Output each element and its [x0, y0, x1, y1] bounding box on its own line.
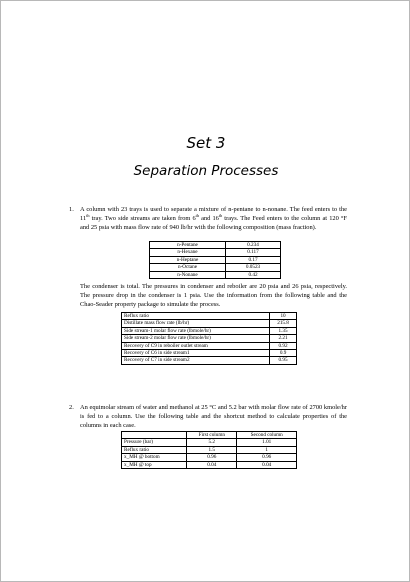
spec-value-cell: 2.21 — [270, 335, 297, 342]
spec-label-cell: Recovery of C9 in reboiler outlet stream — [122, 342, 270, 349]
question-2-text: An equimolar stream of water and methanol at 25 °C and 5.2 bar with molar flow rate of 2700 kmole/hr is fed to a column. Use the following table and the shortcut method to calculate properties of the columns in each case. — [80, 404, 347, 429]
property-label-cell: Pressure (bar) — [122, 439, 187, 446]
table-row — [122, 461, 297, 468]
spec-label-cell: Side stream-1 molar flow rate (lbmole/hr) — [122, 327, 270, 334]
property-value-cell: 0.04 — [237, 461, 297, 468]
property-value-cell: 0.96 — [237, 454, 297, 461]
table-header-row — [122, 432, 297, 439]
table-row — [150, 242, 281, 249]
component-cell: n-Nonane — [150, 271, 226, 278]
question-1-conditions: The condenser is total. The pressures in condenser and reboiler are 20 psia and 26 psia, respectively. The pressure drop in the condenser is 1 psia. Use the information from the following table and the Chao-Seader property package to simulate the process. — [80, 283, 347, 308]
ordinal-superscript: th — [86, 212, 90, 218]
ordinal-superscript: th — [195, 212, 200, 218]
property-label-cell: x_MH @ bottom — [122, 454, 187, 461]
mass-fraction-cell: 0.234 — [225, 242, 280, 249]
table-row — [122, 342, 297, 349]
spec-value-cell: 0.9 — [270, 350, 297, 357]
table-row — [122, 446, 297, 453]
table-row — [122, 327, 297, 334]
spec-label-cell: Side stream-2 molar flow rate (lbmole/hr) — [122, 335, 270, 342]
spec-value-cell: 1.35 — [270, 327, 297, 334]
spec-label-cell: Recovery of C7 in side stream2 — [122, 357, 270, 364]
property-value-cell: 1.5 — [187, 446, 237, 453]
mass-fraction-cell: 0.42 — [225, 271, 280, 278]
column-properties-table — [121, 431, 297, 469]
component-cell: n-Pentane — [150, 242, 226, 249]
component-cell: n-Heptane — [150, 256, 226, 263]
table-row — [122, 357, 297, 364]
specification-table — [121, 312, 297, 365]
property-value-cell: 0.96 — [187, 454, 237, 461]
page-subtitle: Separation Processes — [133, 163, 279, 179]
component-cell: n-Hexane — [150, 249, 226, 256]
spec-value-cell: 0.92 — [270, 342, 297, 349]
mass-fraction-cell: 0.0523 — [225, 264, 280, 271]
table-row — [122, 454, 297, 461]
table-row — [150, 271, 281, 278]
mass-fraction-cell: 0.117 — [225, 249, 280, 256]
property-value-cell: 0.04 — [187, 461, 237, 468]
table-row — [122, 439, 297, 446]
property-value-cell: 5.2 — [187, 439, 237, 446]
spec-value-cell: 10 — [270, 313, 297, 320]
ordinal-superscript: th — [218, 212, 223, 218]
property-value-cell: 1.01 — [237, 439, 297, 446]
property-label-cell: x_MH @ top — [122, 461, 187, 468]
spec-value-cell: 215.8 — [270, 320, 297, 327]
spec-label-cell: Recovery of C6 in side stream1 — [122, 350, 270, 357]
spec-value-cell: 0.95 — [270, 357, 297, 364]
table-row — [122, 320, 297, 327]
table-row — [150, 256, 281, 263]
table-row — [150, 249, 281, 256]
table-row — [122, 313, 297, 320]
spec-label-cell: Reflux ratio — [122, 313, 270, 320]
table-row — [122, 350, 297, 357]
table-header-cell: First column — [187, 432, 237, 439]
mass-fraction-cell: 0.17 — [225, 256, 280, 263]
table-row — [122, 335, 297, 342]
question-1-intro: A column with 23 trays is used to separate a mixture of n-pentane to n-nonane. The feed enters to the 11th tray. Two side streams are taken from 6th and 16th trays. The Feed enters to the column at 120 °F and 25 psia with mass flow rate of 940 lb/hr with the following composition (mass fraction). — [80, 206, 347, 231]
component-cell: n-Octane — [150, 264, 226, 271]
table-header-cell — [122, 432, 187, 439]
question-2-number: 2. — [69, 404, 74, 411]
question-1-number: 1. — [69, 206, 74, 213]
table-row — [150, 264, 281, 271]
composition-table — [149, 241, 281, 279]
page-title: Set 3 — [186, 134, 226, 152]
table-header-cell: Second column — [237, 432, 297, 439]
property-label-cell: Reflux ratio — [122, 446, 187, 453]
property-value-cell: 1 — [237, 446, 297, 453]
spec-label-cell: Distillate mass flow rate (lb/hr) — [122, 320, 270, 327]
